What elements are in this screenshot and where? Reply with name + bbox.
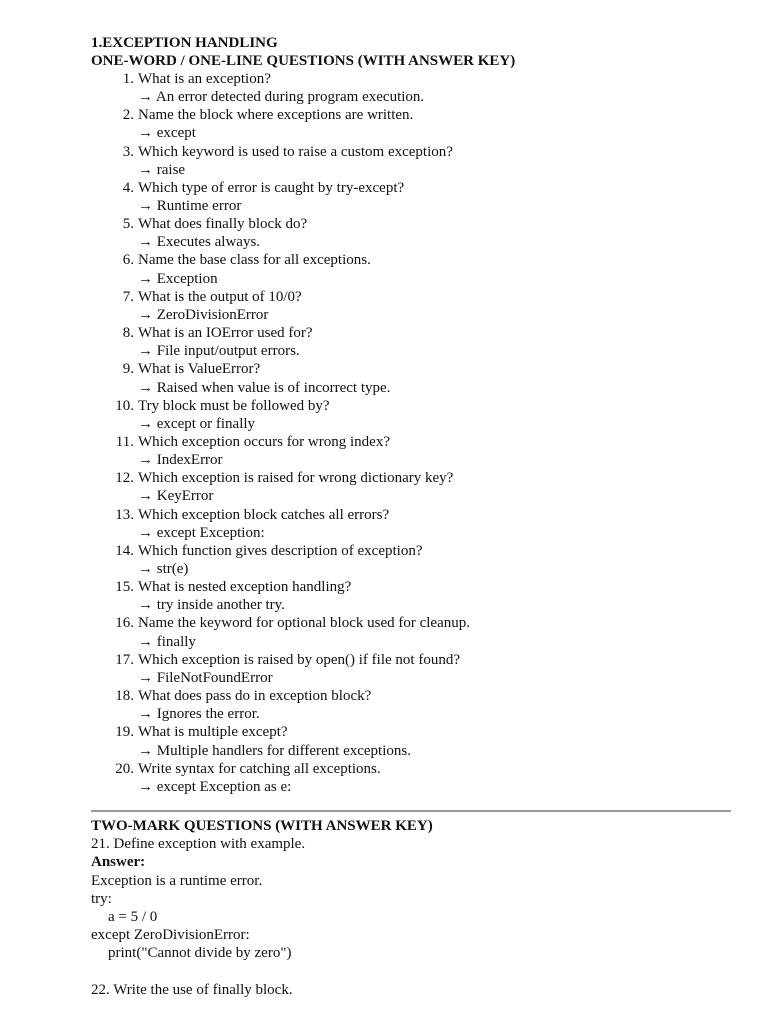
question-text: What is ValueError? — [138, 361, 261, 378]
question-number: 2. — [122, 107, 134, 124]
question-text: What is nested exception handling? — [138, 579, 352, 596]
question-text: Which keyword is used to raise a custom exception? — [138, 143, 453, 160]
answer-text: → Runtime error — [138, 198, 242, 215]
question-number: 6. — [122, 252, 134, 269]
question-item — [0, 469, 768, 505]
question-item — [0, 360, 768, 396]
answer-text: Exception is a runtime error. — [91, 872, 263, 889]
question-item — [0, 433, 768, 469]
question-text: Which exception is raised by open() if file not found? — [138, 651, 460, 668]
question-number: 4. — [122, 179, 134, 196]
question-number: 19. — [115, 724, 134, 741]
question-number: 9. — [122, 361, 134, 378]
question-text: Which exception is raised for wrong dictionary key? — [138, 470, 454, 487]
question-item — [0, 723, 768, 759]
answer-text: → try inside another try. — [138, 597, 285, 614]
answer-text: → IndexError — [138, 452, 223, 469]
section-title: 1.EXCEPTION HANDLING — [91, 35, 278, 51]
question-item — [0, 70, 768, 106]
two-mark-title: TWO-MARK QUESTIONS (WITH ANSWER KEY) — [91, 818, 433, 834]
question-item — [0, 614, 768, 650]
question-item — [0, 143, 768, 179]
question-item — [0, 687, 768, 723]
answer-text: → Multiple handlers for different exceptions. — [138, 742, 411, 759]
question-number: 10. — [115, 397, 134, 414]
question-text: Which exception block catches all errors? — [138, 506, 390, 523]
answer-text: → str(e) — [138, 561, 189, 578]
two-mark-section — [91, 817, 731, 999]
answer-text: → KeyError — [138, 488, 214, 505]
question-item — [0, 578, 768, 614]
question-number: 14. — [115, 542, 134, 559]
question-number: 11. — [115, 433, 134, 450]
question-item — [0, 215, 768, 251]
question-text: Write syntax for catching all exceptions. — [138, 760, 381, 777]
answer-text: → raise — [138, 161, 186, 178]
answer-text: → finally — [138, 633, 196, 650]
answer-text: → except or finally — [138, 415, 256, 432]
code-line-4: print("Cannot divide by zero") — [108, 945, 292, 962]
question-text: Name the base class for all exceptions. — [138, 252, 371, 269]
question-number: 1. — [122, 71, 134, 87]
answer-text: → except Exception as e: — [138, 778, 292, 795]
question-number: 15. — [115, 579, 134, 596]
question-text: What is the output of 10/0? — [138, 288, 302, 305]
question-text: Which type of error is caught by try-except? — [138, 179, 405, 196]
horizontal-divider — [91, 810, 731, 812]
answer-text: → Executes always. — [138, 234, 261, 251]
question-text: What does finally block do? — [138, 216, 308, 233]
answer-text: → Exception — [138, 270, 218, 287]
answer-text: → An error detected during program execution. — [138, 89, 425, 106]
question-item — [0, 251, 768, 287]
question-text: Which function gives description of exception? — [138, 542, 423, 559]
code-line-2: a = 5 / 0 — [108, 908, 158, 925]
question-item — [0, 179, 768, 215]
answer-text: → Ignores the error. — [138, 706, 260, 723]
question-number: 12. — [115, 470, 134, 487]
question-number: 16. — [115, 615, 134, 632]
answer-text: → except — [138, 125, 196, 142]
question-list — [0, 70, 768, 796]
question-item — [0, 288, 768, 324]
answer-text: → Raised when value is of incorrect type. — [138, 379, 391, 396]
question-number: 17. — [115, 651, 134, 668]
code-line-1: try: — [91, 890, 112, 907]
question-item — [0, 106, 768, 142]
answer-text: → except Exception: — [138, 524, 265, 541]
question-number: 5. — [122, 216, 134, 233]
question-item — [0, 324, 768, 360]
question-text: Try block must be followed by? — [138, 397, 330, 414]
question-text: Name the block where exceptions are written. — [138, 107, 414, 124]
question-number: 13. — [115, 506, 134, 523]
question-22: 22. Write the use of finally block. — [91, 981, 293, 998]
question-number: 3. — [122, 143, 134, 160]
section-subtitle: ONE-WORD / ONE-LINE QUESTIONS (WITH ANSWER KEY) — [91, 53, 516, 69]
question-number: 7. — [122, 288, 134, 305]
question-number: 18. — [115, 688, 134, 705]
question-text: What does pass do in exception block? — [138, 688, 372, 705]
question-item — [0, 542, 768, 578]
answer-label: Answer: — [91, 854, 146, 871]
question-text: What is an exception? — [138, 71, 271, 87]
question-item — [0, 760, 768, 796]
question-text: What is multiple except? — [138, 724, 288, 741]
question-text: Which exception occurs for wrong index? — [138, 433, 390, 450]
question-number: 8. — [122, 325, 134, 342]
question-item — [0, 506, 768, 542]
answer-text: → FileNotFoundError — [138, 669, 273, 686]
question-item — [0, 397, 768, 433]
code-line-3: except ZeroDivisionError: — [91, 927, 250, 944]
answer-text: → File input/output errors. — [138, 343, 300, 360]
question-text: What is an IOError used for? — [138, 325, 313, 342]
question-text: Name the keyword for optional block used for cleanup. — [138, 615, 470, 632]
blank-line — [91, 963, 731, 981]
question-item — [0, 651, 768, 687]
question-21: 21. Define exception with example. — [91, 836, 306, 853]
answer-text: → ZeroDivisionError — [138, 306, 269, 323]
question-number: 20. — [115, 760, 134, 777]
